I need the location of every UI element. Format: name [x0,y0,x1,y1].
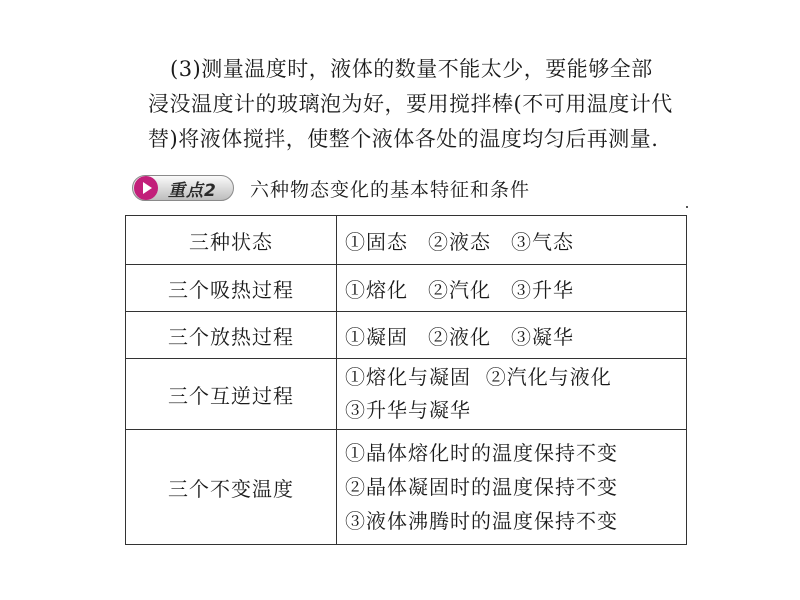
row-content [337,312,687,359]
table-row [126,265,687,312]
row-item: ①固态 [345,229,408,254]
row-content [337,216,687,265]
row-item: ③气态 [511,229,574,254]
play-icon [134,176,158,200]
row-item: ②液化 [428,324,491,349]
row-label: 三个互逆过程 [126,359,337,430]
row-content [337,359,687,430]
table-row [126,359,687,430]
row-item: ①熔化 [345,277,408,302]
table-row [126,430,687,545]
row-content [337,430,687,545]
row-content [337,265,687,312]
paragraph-line: (3)测量温度时，液体的数量不能太少，要能够全部 [170,57,653,81]
row-item: ②汽化 [428,277,491,302]
intro-paragraph [148,52,708,157]
decorative-dot [686,206,688,208]
key-point-title: 六种物态变化的基本特征和条件 [250,178,531,201]
row-label: 三个不变温度 [126,430,337,545]
row-line: ①晶体熔化时的温度保持不变 [345,441,618,465]
row-line: ③液体沸腾时的温度保持不变 [345,509,618,533]
row-item: ②液态 [428,229,491,254]
table-row [126,312,687,359]
row-line: ①熔化与凝固 ②汽化与液化 [345,365,612,389]
row-label: 三个放热过程 [126,312,337,359]
row-item: ①凝固 [345,324,408,349]
state-change-table [125,215,687,545]
key-point-header [132,173,530,203]
row-item: ③凝华 [511,324,574,349]
row-line: ③升华与凝华 [345,398,471,422]
row-item: ③升华 [511,277,574,302]
key-point-badge [132,175,234,201]
row-label: 三种状态 [126,216,337,265]
table-row [126,216,687,265]
row-label: 三个吸热过程 [126,265,337,312]
paragraph-line: 替)将液体搅拌，使整个液体各处的温度均匀后再测量. [148,127,659,151]
key-point-badge-label: 重点2 [168,180,217,201]
row-line: ②晶体凝固时的温度保持不变 [345,475,618,499]
paragraph-line: 浸没温度计的玻璃泡为好，要用搅拌棒(不可用温度计代 [148,92,673,116]
